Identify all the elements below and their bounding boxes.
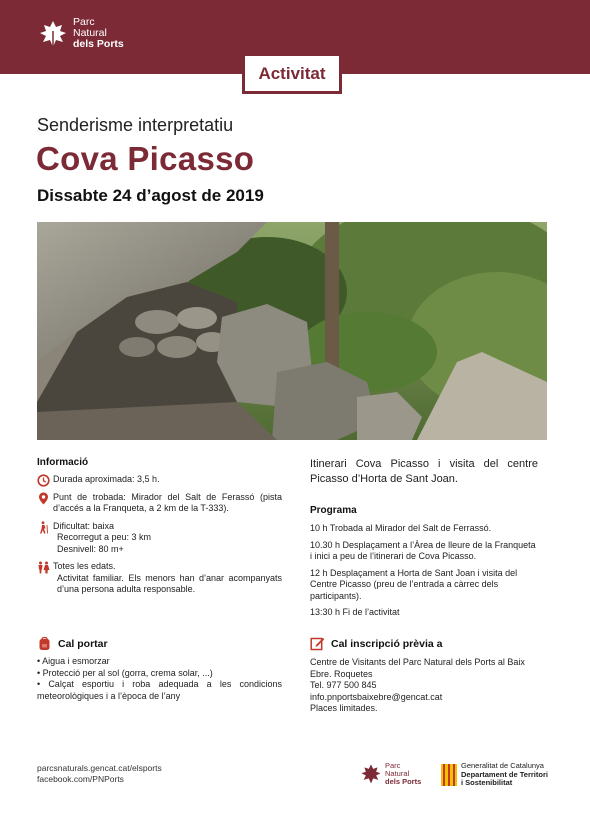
hiker-icon: [37, 521, 50, 534]
program-heading: Programa: [310, 505, 357, 516]
program-item-3: 12 h Desplaçament a Horta de Sant Joan i visita del Centre Picasso (preu de l’entrada a càrrec dels participants).: [310, 567, 518, 601]
difficulty-row: [37, 521, 282, 556]
program-item-4: 13:30 h Fi de l’activitat: [310, 607, 400, 617]
what-to-bring-header: [37, 636, 282, 651]
leaf-logo-icon: [360, 763, 382, 785]
program-section: [310, 457, 538, 619]
logo-line-3: dels Ports: [73, 38, 124, 50]
registration-header: [310, 636, 538, 651]
difficulty-text: Dificultat: baixa: [53, 520, 115, 531]
info-section: [37, 457, 282, 596]
logo-line-2: Natural: [73, 27, 107, 39]
registration-note: Places limitades.: [310, 703, 378, 713]
activity-badge: [242, 56, 342, 94]
generalitat-logo: [441, 762, 548, 788]
what-to-bring-section: [37, 636, 282, 702]
footer-logo-line-2: Natural: [385, 769, 410, 778]
bring-item-2: • Protecció per al sol (gorra, crema solar, ...): [37, 667, 213, 678]
program-item-1: 10 h Trobada al Mirador del Salt de Ferrassó.: [310, 523, 492, 533]
footer-logo-line-3: dels Ports: [385, 777, 422, 786]
leaf-logo-icon: [38, 19, 68, 49]
ages-row: [37, 561, 282, 596]
event-date: Dissabte 24 d’agost de 2019: [37, 186, 264, 205]
footer-park-logo: [360, 762, 421, 786]
edit-form-icon: [310, 636, 325, 651]
location-pin-icon: [37, 492, 50, 505]
page-title: Cova Picasso: [36, 140, 255, 177]
meeting-point-text: Punt de trobada: Mirador del Salt de Ferassó (pista d’accés a la Franqueta, a 2 km de la T-333).: [53, 491, 282, 513]
subtitle: Senderisme interpretatiu: [37, 115, 234, 135]
bring-item-3: • Calçat esportiu i roba adequada a les condicions meteorològiques i a l’època de l’any: [37, 679, 283, 701]
logo-line-1: Parc: [73, 16, 95, 28]
registration-center: Centre de Visitants del Parc Natural dels Ports al Baix Ebre. Roquetes: [310, 657, 525, 679]
elevation-text: Desnivell: 80 m+: [57, 543, 124, 554]
website-link[interactable]: parcsnaturals.gencat.cat/elsports: [37, 763, 162, 773]
gen-line-2: Departament de Territori: [461, 769, 548, 779]
bring-item-1: • Aigua i esmorzar: [37, 656, 110, 666]
what-to-bring-heading: Cal portar: [58, 637, 108, 650]
park-logo: [38, 17, 124, 50]
ages-text: Totes les edats.: [53, 561, 116, 571]
facebook-link[interactable]: facebook.com/PNPorts: [37, 774, 124, 784]
gen-line-1: Generalitat de Catalunya: [461, 761, 544, 770]
cave-photo: [37, 222, 547, 440]
family-icon: [37, 561, 50, 574]
gen-line-3: i Sostenibilitat: [461, 778, 513, 787]
meeting-point-row: [37, 492, 282, 515]
registration-section: [310, 636, 538, 715]
family-activity-text: Activitat familiar. Els menors han d’anar acompanyats d’una persona adulta responsable.: [57, 572, 282, 594]
intro-text: Itinerari Cova Picasso i visita del centre Picasso d’Horta de Sant Joan.: [310, 458, 538, 485]
duration-row: [37, 474, 282, 486]
registration-phone[interactable]: Tel. 977 500 845: [310, 680, 377, 690]
generalitat-flag-icon: [441, 764, 457, 786]
distance-text: Recorregut a peu: 3 km: [57, 532, 152, 542]
backpack-icon: [37, 636, 52, 651]
footer-links: [37, 763, 162, 785]
badge-label: Activitat: [258, 63, 326, 83]
program-item-2: 10.30 h Desplaçament a l’Àrea de lleure de la Franqueta i inici a peu de l’itinerari de Cova Picasso.: [310, 539, 536, 561]
footer-logo-line-1: Parc: [385, 761, 401, 770]
registration-email[interactable]: info.pnportsbaixebre@gencat.cat: [310, 691, 443, 702]
registration-heading: Cal inscripció prèvia a: [331, 637, 443, 650]
clock-icon: [37, 474, 50, 487]
info-heading: Informació: [37, 457, 89, 468]
duration-text: Durada aproximada: 3,5 h.: [53, 474, 160, 484]
